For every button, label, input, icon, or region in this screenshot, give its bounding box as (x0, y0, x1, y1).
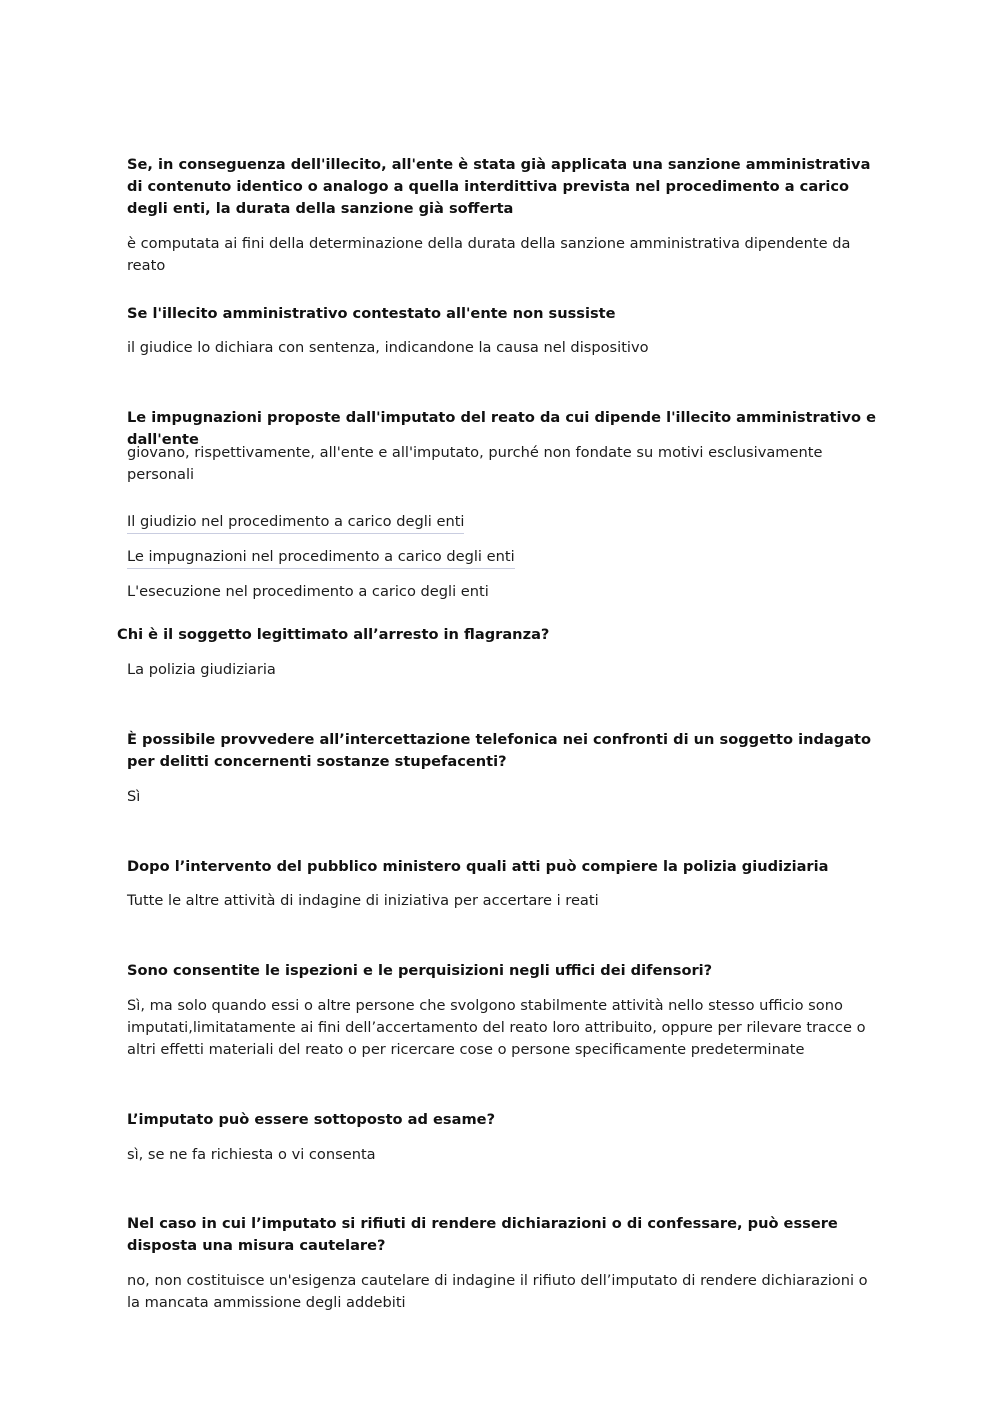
answer-3: giovano, rispettivamente, all'ente e all'imputato, purché non fondate su motivi esclusivamente personali (127, 444, 823, 483)
question-6: Dopo l’intervento del pubblico ministero quali atti può compiere la polizia giudiziaria (127, 858, 829, 875)
question-1: Se, in conseguenza dell'illecito, all'ente è stata già applicata una sanzione amministrativa di contenuto identico o analogo a quella interdittiva prevista nel procedimento a carico degli enti, la durata della sanzione già sofferta (127, 156, 871, 217)
link-giudizio-enti[interactable]: Il giudizio nel procedimento a carico degli enti (127, 512, 464, 534)
answer-1: è computata ai fini della determinazione della durata della sanzione amministrativa dipendente da reato (127, 235, 851, 274)
link-impugnazioni-enti[interactable]: Le impugnazioni nel procedimento a carico degli enti (127, 547, 515, 569)
question-7: Sono consentite le ispezioni e le perquisizioni negli uffici dei difensori? (127, 962, 713, 979)
question-3: Le impugnazioni proposte dall'imputato del reato da cui dipende l'illecito amministrativo e dall'ente (127, 409, 877, 448)
answer-8: sì, se ne fa richiesta o vi consenta (127, 1146, 376, 1163)
answer-9: no, non costituisce un'esigenza cautelare di indagine il rifiuto dell’imputato di rendere dichiarazioni o la mancata ammissione degli addebiti (127, 1272, 868, 1311)
question-8: L’imputato può essere sottoposto ad esame? (127, 1111, 496, 1128)
question-4: Chi è il soggetto legittimato all’arresto in flagranza? (117, 626, 550, 643)
answer-2: il giudice lo dichiara con sentenza, indicandone la causa nel dispositivo (127, 339, 649, 356)
link-esecuzione-enti[interactable]: L'esecuzione nel procedimento a carico degli enti (127, 583, 489, 600)
answer-4: La polizia giudiziaria (127, 661, 276, 678)
answer-7: Sì, ma solo quando essi o altre persone che svolgono stabilmente attività nello stesso ufficio sono imputati,limitatamente ai fini dell’accertamento del reato loro attribuito, oppure per rilevare tracce o altri effetti materiali del reato o per ricercare cose o persone specificamente predeterminate (127, 997, 866, 1058)
question-9: Nel caso in cui l’imputato si rifiuti di rendere dichiarazioni o di confessare, può essere disposta una misura cautelare? (127, 1215, 838, 1254)
answer-5: Sì (127, 788, 141, 805)
answer-6: Tutte le altre attività di indagine di iniziativa per accertare i reati (127, 892, 599, 909)
question-5: È possibile provvedere all’intercettazione telefonica nei confronti di un soggetto indagato per delitti concernenti sostanze stupefacenti? (127, 731, 872, 770)
question-2: Se l'illecito amministrativo contestato all'ente non sussiste (127, 305, 616, 322)
